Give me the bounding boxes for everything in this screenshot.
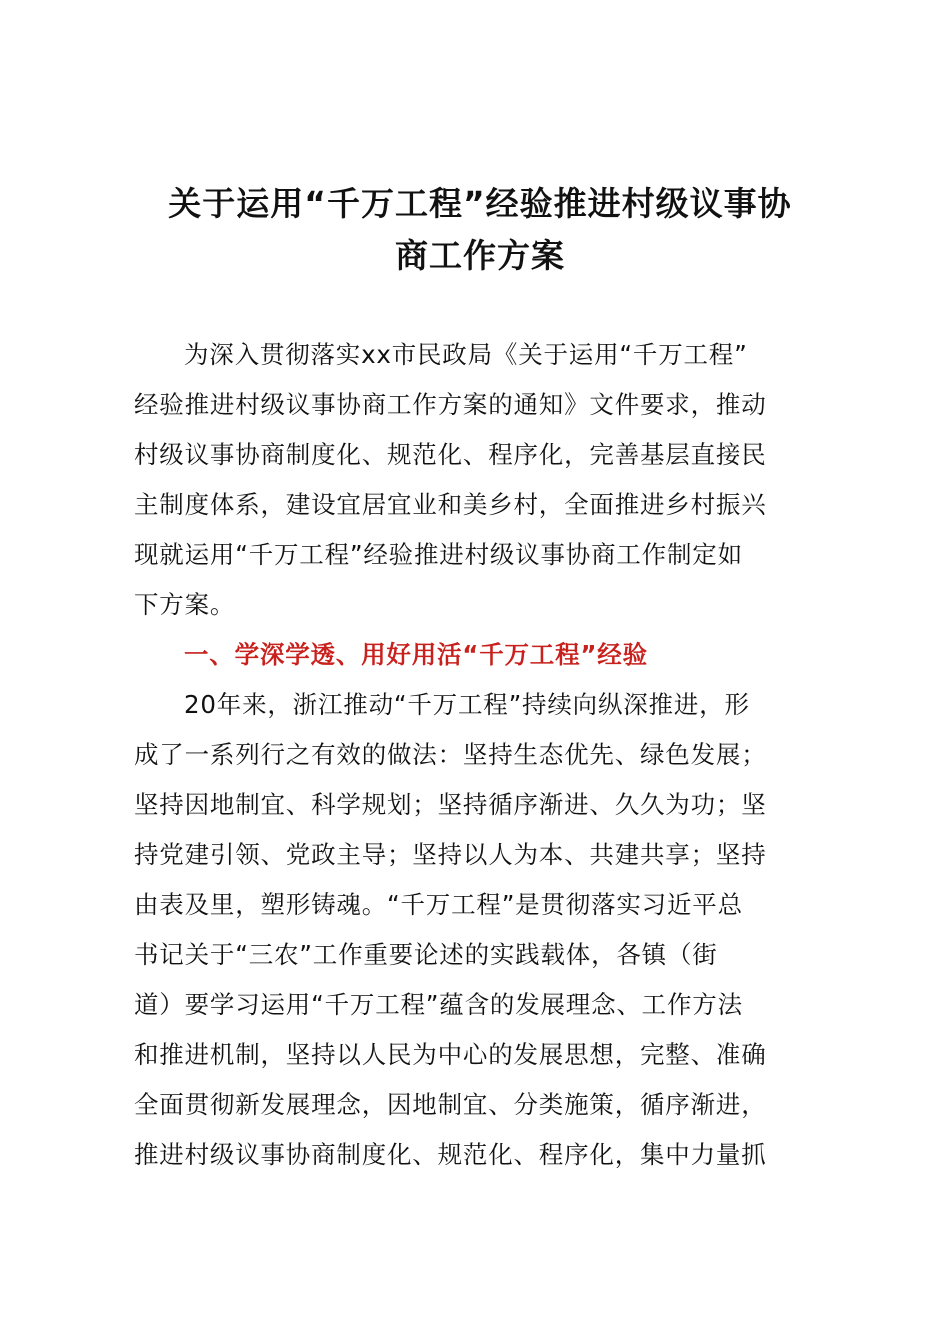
intro-line: 现就运用“千万工程”经验推进村级议事协商工作制定如 xyxy=(134,540,743,569)
section-line: 持党建引领、党政主导；坚持以人为本、共建共享；坚持 xyxy=(134,840,767,869)
intro-line: 经验推进村级议事协商工作方案的通知》文件要求，推动 xyxy=(134,390,767,419)
intro-line: 主制度体系，建设宜居宜业和美乡村，全面推进乡村振兴 xyxy=(134,490,767,519)
section-heading: 一、学深学透、用好用活“千万工程”经验 xyxy=(184,640,648,669)
intro-line: 为深入贯彻落实xx市民政局《关于运用“千万工程” xyxy=(184,340,748,369)
section-line: 全面贯彻新发展理念，因地制宜、分类施策，循序渐进， xyxy=(134,1090,767,1119)
intro-line: 下方案。 xyxy=(134,590,236,619)
section-line: 和推进机制，坚持以人民为中心的发展思想，完整、准确 xyxy=(134,1040,767,1069)
title-line-1: 关于运用“千万工程”经验推进村级议事协 xyxy=(168,184,792,223)
section-paragraph xyxy=(134,680,834,1180)
section-line: 推进村级议事协商制度化、规范化、程序化，集中力量抓 xyxy=(134,1140,767,1169)
intro-line: 村级议事协商制度化、规范化、程序化，完善基层直接民 xyxy=(134,440,767,469)
title-line-2: 商工作方案 xyxy=(395,236,565,275)
section-line: 书记关于“三农”工作重要论述的实践载体，各镇（街 xyxy=(134,940,718,969)
section-line: 成了一系列行之有效的做法：坚持生态优先、绿色发展； xyxy=(134,740,767,769)
section-line: 道）要学习运用“千万工程”蕴含的发展理念、工作方法 xyxy=(134,990,743,1019)
section-line: 坚持因地制宜、科学规划；坚持循序渐进、久久为功；坚 xyxy=(134,790,767,819)
section-line: 由表及里，塑形铸魂。“千万工程”是贯彻落实习近平总 xyxy=(134,890,743,919)
document-title xyxy=(110,178,850,282)
intro-paragraph xyxy=(134,330,834,630)
section-line: 20年来，浙江推动“千万工程”持续向纵深推进，形 xyxy=(184,690,750,719)
